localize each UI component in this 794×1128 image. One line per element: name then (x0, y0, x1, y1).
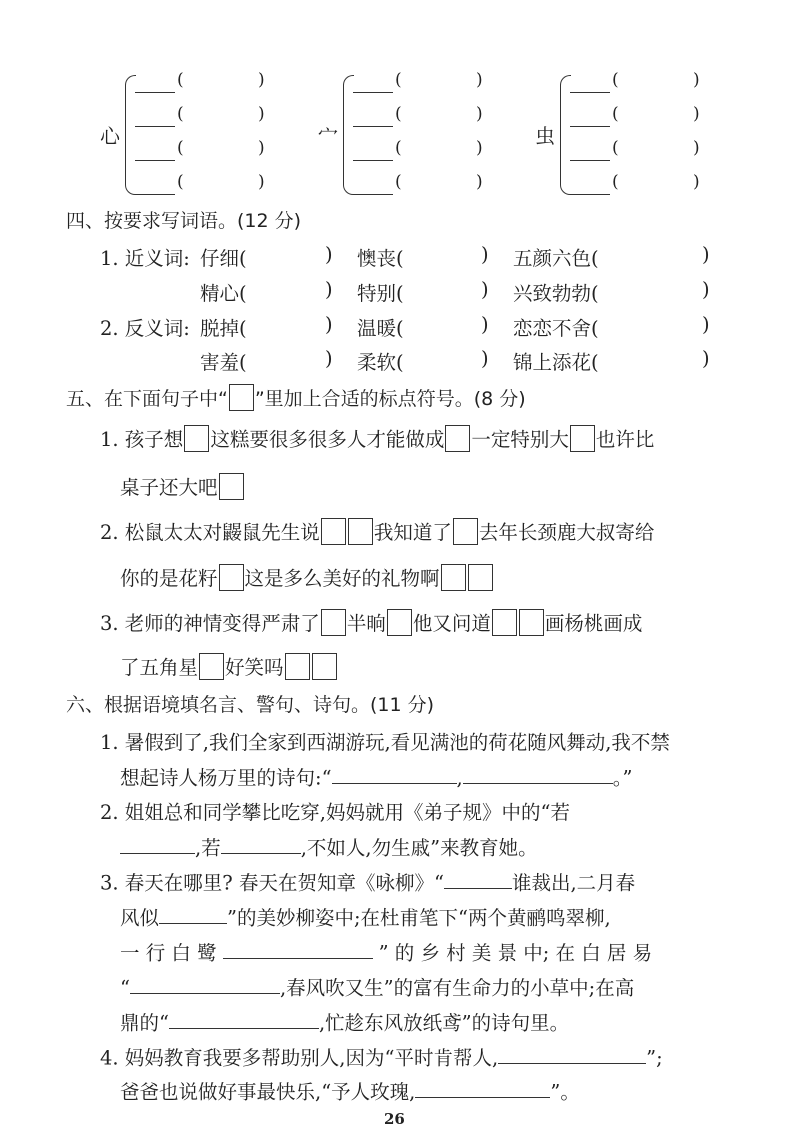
radical-char: 心 (100, 124, 120, 148)
q4-line-2 (120, 1076, 580, 1104)
sentence-text: 也许比 (595, 428, 655, 451)
paren-close: ) (325, 347, 333, 370)
q3-line-3 (120, 937, 652, 965)
sentence-2b (120, 563, 494, 593)
antonym-item: 害羞( (200, 351, 247, 374)
sentence-text: 好笑吗 (225, 656, 284, 679)
answer-box[interactable] (285, 653, 310, 680)
paren-close: ) (693, 172, 700, 192)
q4-line-1 (100, 1042, 663, 1070)
question-text: 一 行 白 鹭 (120, 941, 217, 965)
paren-open: ( (612, 172, 619, 192)
antonym-label: 2. 反义词: (100, 317, 190, 340)
antonym-item: 脱掉( (200, 317, 247, 340)
sentence-text: 画杨桃画成 (544, 612, 643, 635)
q3-line-4 (120, 972, 634, 1000)
paren-close: ) (481, 243, 489, 266)
question-text: ”。 (550, 1080, 580, 1104)
answer-box[interactable] (321, 518, 346, 545)
q3-line-5 (120, 1007, 569, 1035)
synonym-item: 五颜六色( (513, 247, 599, 270)
synonym-item: 特别( (357, 282, 404, 305)
answer-box[interactable] (492, 609, 517, 636)
brace (343, 75, 354, 195)
paren-close: ) (481, 347, 489, 370)
question-text: , (456, 766, 463, 790)
blank-line (570, 160, 610, 161)
section4-title: 四、按要求写词语。(12 分) (66, 210, 302, 232)
question-text: ,不如人,勿生戚”来教育她。 (300, 836, 538, 860)
answer-box[interactable] (219, 564, 244, 591)
blank-line (135, 194, 175, 195)
page-number: 26 (384, 1110, 405, 1128)
answer-box[interactable] (348, 518, 373, 545)
q3-line-1 (100, 867, 635, 895)
answer-line[interactable] (444, 867, 512, 889)
question-text: ” 的 乡 村 美 景 中; 在 白 居 易 (378, 941, 653, 965)
paren-open: ( (395, 172, 402, 192)
paren-close: ) (702, 313, 710, 336)
sentence-text: 这是多么美好的礼物啊 (244, 567, 440, 590)
title-part: ”里加上合适的标点符号。(8 分) (254, 388, 526, 410)
synonym-label: 1. 近义词: (100, 247, 190, 270)
sentence-2 (100, 517, 654, 547)
q3-line-2 (120, 902, 611, 930)
paren-close: ) (258, 172, 265, 192)
paren-close: ) (481, 313, 489, 336)
paren-close: ) (481, 278, 489, 301)
paren-close: ) (258, 104, 265, 124)
blank-line (353, 92, 393, 93)
paren-close: ) (258, 70, 265, 90)
synonym-item: 懊丧( (357, 247, 404, 270)
blank-line (353, 194, 393, 195)
synonym-item: 仔细( (200, 247, 247, 270)
q2-line-2 (120, 832, 538, 860)
sentence-text: 一定特别大 (471, 428, 569, 451)
paren-close: ) (702, 278, 710, 301)
sentence-text: 他又问道 (412, 612, 491, 635)
paren-close: ) (693, 138, 700, 158)
paren-open: ( (395, 104, 402, 124)
paren-open: ( (177, 70, 184, 90)
paren-open: ( (612, 70, 619, 90)
brace (560, 75, 571, 195)
answer-line[interactable] (463, 762, 613, 784)
paren-open: ( (395, 70, 402, 90)
q1-line-2 (120, 762, 632, 790)
paren-close: ) (476, 70, 483, 90)
paren-close: ) (476, 138, 483, 158)
answer-line[interactable] (332, 762, 457, 784)
answer-box[interactable] (184, 425, 209, 452)
answer-line[interactable] (159, 902, 227, 924)
q2-line-1: 2. 姐姐总和同学攀比吃穿,妈妈就用《弟子规》中的“若 (100, 801, 570, 824)
question-text: 爸爸也说做好事最快乐,“予人玫瑰, (120, 1080, 416, 1104)
answer-line[interactable] (223, 937, 373, 959)
antonym-item: 温暖( (357, 317, 404, 340)
question-text: 鼎的“ (120, 1011, 169, 1035)
synonym-item: 精心( (200, 282, 247, 305)
paren-close: ) (476, 104, 483, 124)
paren-close: ) (258, 138, 265, 158)
paren-open: ( (612, 138, 619, 158)
answer-line[interactable] (498, 1042, 646, 1064)
answer-box[interactable] (468, 564, 493, 591)
answer-line[interactable] (169, 1007, 319, 1029)
paren-close: ) (325, 243, 333, 266)
antonym-item: 恋恋不舍( (513, 317, 599, 340)
paren-close: ) (325, 278, 333, 301)
blank-line (570, 126, 610, 127)
answer-box[interactable] (229, 384, 254, 411)
question-text: ,忙趁东风放纸鸢”的诗句里。 (318, 1011, 570, 1035)
answer-box[interactable] (199, 653, 224, 680)
sentence-1b (120, 472, 245, 502)
section5-title (66, 384, 526, 413)
blank-line (353, 160, 393, 161)
paren-close: ) (693, 104, 700, 124)
question-text: 风似 (120, 906, 160, 930)
sentence-text: 1. 孩子想 (100, 428, 184, 451)
blank-line (353, 126, 393, 127)
paren-open: ( (612, 104, 619, 124)
sentence-text: 这糕要很多很多人才能做成 (210, 428, 445, 451)
answer-box[interactable] (445, 425, 470, 452)
antonym-item: 锦上添花( (513, 351, 599, 374)
sentence-3 (100, 608, 642, 638)
question-text: 想起诗人杨万里的诗句:“ (120, 766, 332, 790)
sentence-text: 你的是花籽 (120, 567, 218, 590)
title-part: 五、在下面句子中“ (66, 388, 228, 410)
question-text: 3. 春天在哪里? 春天在贺知章《咏柳》“ (100, 871, 444, 895)
answer-line[interactable] (415, 1076, 550, 1098)
paren-open: ( (177, 104, 184, 124)
blank-line (570, 92, 610, 93)
question-text: ”; (646, 1046, 663, 1070)
question-text: 。” (612, 766, 633, 790)
sentence-text: 3. 老师的神情变得严肃了 (100, 612, 320, 635)
radical-char: 宀 (318, 124, 338, 148)
paren-close: ) (702, 347, 710, 370)
question-text: 谁裁出,二月春 (511, 871, 636, 895)
sentence-text: 去年长颈鹿大叔寄给 (478, 521, 655, 544)
answer-box[interactable] (519, 609, 544, 636)
synonym-item: 兴致勃勃( (513, 282, 599, 305)
section6-title: 六、根据语境填名言、警句、诗句。(11 分) (66, 694, 435, 716)
answer-box[interactable] (219, 473, 244, 500)
brace (125, 75, 136, 195)
question-text: ”的美妙柳姿中;在杜甫笔下“两个黄鹂鸣翠柳, (227, 906, 611, 930)
question-text: ,春风吹又生”的富有生命力的小草中;在高 (279, 976, 635, 1000)
answer-line[interactable] (120, 832, 195, 854)
paren-close: ) (325, 313, 333, 336)
paren-close: ) (476, 172, 483, 192)
sentence-text: 我知道了 (373, 521, 452, 544)
paren-open: ( (177, 172, 184, 192)
blank-line (135, 92, 175, 93)
sentence-text: 半晌 (346, 612, 386, 635)
paren-close: ) (702, 243, 710, 266)
answer-box[interactable] (321, 609, 346, 636)
blank-line (135, 126, 175, 127)
paren-open: ( (177, 138, 184, 158)
question-text: ,若 (195, 836, 221, 860)
answer-line[interactable] (221, 832, 301, 854)
radical-char: 虫 (535, 124, 555, 148)
question-text: 4. 妈妈教育我要多帮助别人,因为“平时肯帮人, (100, 1046, 499, 1070)
blank-line (570, 194, 610, 195)
answer-box[interactable] (312, 653, 337, 680)
sentence-1 (100, 424, 654, 454)
paren-open: ( (395, 138, 402, 158)
answer-box[interactable] (441, 564, 466, 591)
sentence-3b (120, 652, 338, 682)
answer-box[interactable] (387, 609, 412, 636)
blank-line (135, 160, 175, 161)
sentence-text: 了五角星 (120, 656, 199, 679)
q1-line-1: 1. 暑假到了,我们全家到西湖游玩,看见满池的荷花随风舞动,我不禁 (100, 731, 670, 754)
answer-line[interactable] (130, 972, 280, 994)
sentence-text: 2. 松鼠太太对鼹鼠先生说 (100, 521, 320, 544)
answer-box[interactable] (453, 518, 478, 545)
paren-close: ) (693, 70, 700, 90)
sentence-text: 桌子还大吧 (120, 476, 218, 499)
answer-box[interactable] (570, 425, 595, 452)
antonym-item: 柔软( (357, 351, 404, 374)
question-text: “ (120, 976, 130, 1000)
